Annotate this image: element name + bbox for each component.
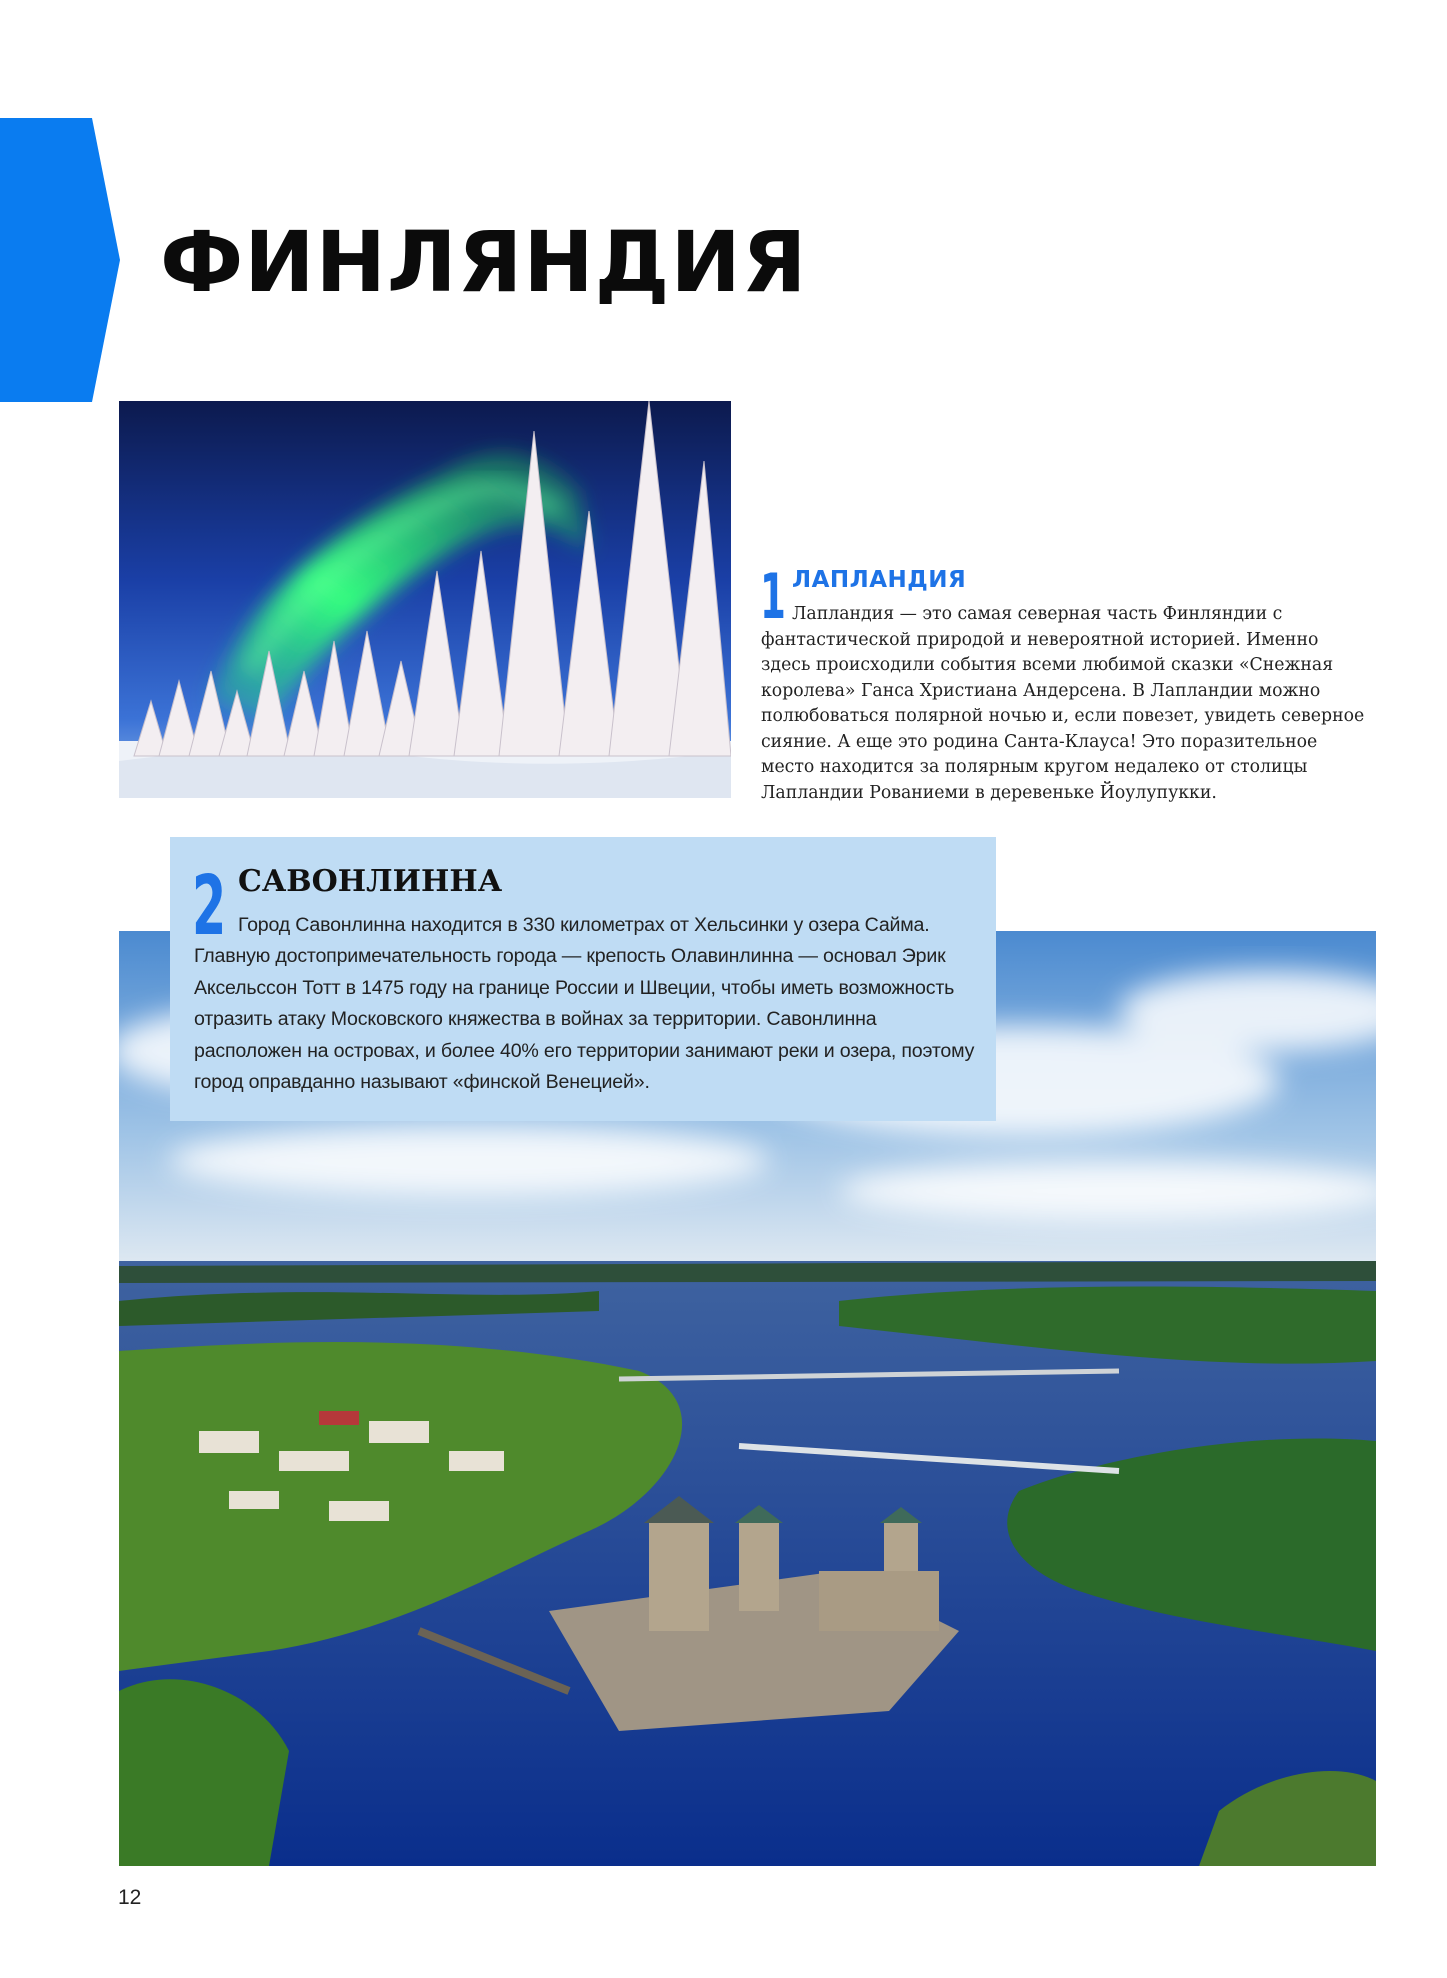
blue-tab-marker [0, 118, 120, 402]
lapland-aurora-photo [119, 401, 731, 798]
section-2-title: САВОНЛИННА [238, 864, 503, 899]
section-1-number: 1 [760, 560, 786, 633]
section-1-title: ЛАПЛАНДИЯ [792, 567, 967, 593]
page-title: ФИНЛЯНДИЯ [160, 213, 808, 311]
page-number: 12 [118, 1886, 142, 1909]
section-1-text: Лапландия — это самая северная часть Финляндии с фантастической природой и невероятной историей. Именно здесь происходили события всеми любимой сказки «Снежная королева» Ганса Христиана Андерсена. В Лапландии можно полюбоваться полярной ночью и, если повезет, увидеть северное сияние. А еще это родина Санта-Клауса! Это поразительное место находится за полярным кругом недалеко от столицы Лапландии Рованиеми в деревеньке Йоулупукки. [761, 604, 1365, 803]
section-2-text: Город Савонлинна находится в 330 километрах от Хельсинки у озера Сайма. Главную достопримечательность города — крепость Олавинлинна — основал Эрик Аксельссон Тотт в 1475 году на границе России и Швеции, чтобы иметь возможность отразить атаку Московского княжества в войнах за территории. Савонлинна расположен на островах, и более 40% его территории занимают реки и озера, поэтому город оправданно называют «финской Венецией». [194, 914, 975, 1094]
section-2-number: 2 [192, 859, 227, 954]
